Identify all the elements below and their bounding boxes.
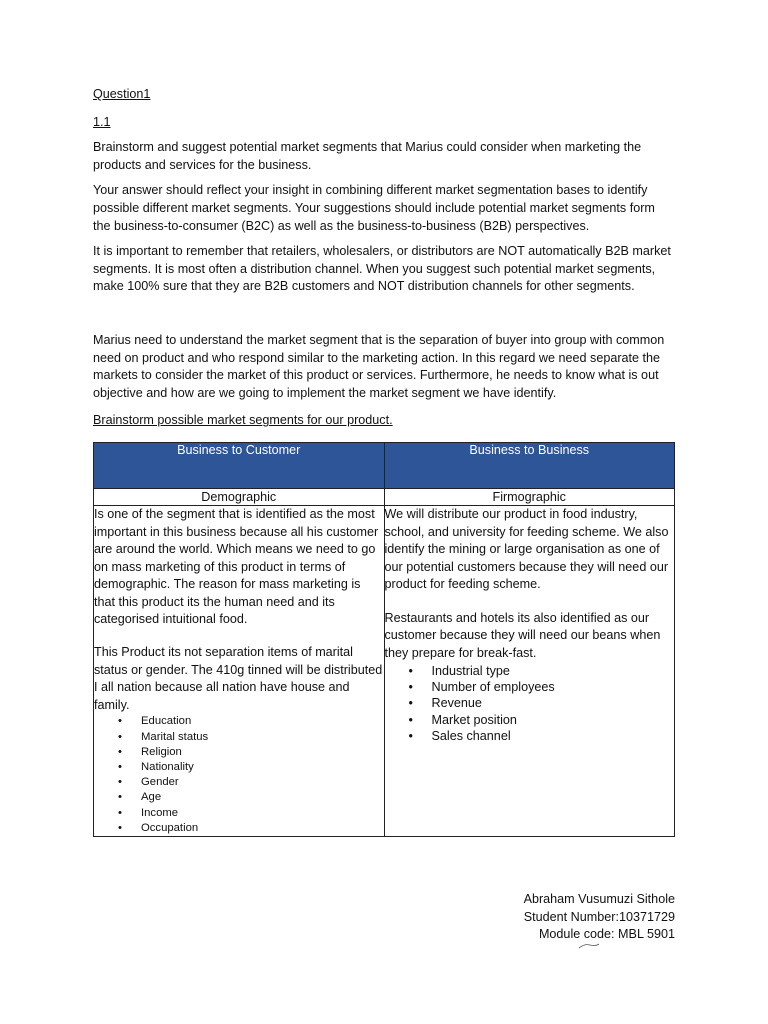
segments-table: [93, 442, 675, 837]
b2b-subheader: Firmographic: [384, 488, 675, 505]
b2c-bullet-list: [94, 714, 384, 836]
list-item: • Market position: [385, 712, 675, 728]
question-number: 1.1: [93, 114, 111, 129]
list-item: • Revenue: [385, 695, 675, 711]
author-name: Abraham Vusumuzi Sithole: [523, 892, 675, 906]
signature-block: [524, 891, 675, 944]
b2c-subheader: Demographic: [94, 488, 385, 505]
question-paragraph-3: It is important to remember that retailers, wholesalers, or distributors are NOT automatically B2B market segments. It is most often a distribution channel. When you suggest such potential market segments, make 100% sure that they are B2B customers and NOT distribution channels for other segments.: [93, 244, 671, 294]
list-item: • Industrial type: [385, 663, 675, 679]
module-code: Module code: MBL 5901: [538, 927, 675, 942]
list-item: • Sales channel: [385, 728, 675, 744]
b2c-header: Business to Customer: [94, 442, 385, 488]
student-number: Student Number:10371729: [523, 909, 675, 924]
list-item: • Gender: [94, 775, 384, 790]
answer-intro: Marius need to understand the market segment that is the separation of buyer into group with common need on product and who respond similar to the marketing action. In this regard we need separate the markets to consider the market of this product or services. Furthermore, he needs to know what is out objective and how are we going to implement the market segment we have identify.: [93, 332, 665, 400]
list-item: • Number of employees: [385, 679, 675, 695]
list-item: • Occupation: [94, 821, 384, 836]
question-title: Question1: [93, 87, 151, 101]
signature-mark: [578, 942, 600, 950]
b2b-bullet-list: [385, 663, 675, 745]
document-page: [93, 86, 675, 837]
list-item: • Religion: [94, 745, 384, 760]
list-item: • Education: [94, 714, 384, 729]
b2c-paragraph-1: Is one of the segment that is identified as the most important in this business because all his customer are around the world. Which means we need to go on mass marketing of this product in terms of demographic. The reason for mass marketing is that this product its the human need and its categorised intuitional food.: [94, 506, 379, 627]
brainstorm-heading: Brainstorm possible market segments for our product.: [93, 413, 393, 428]
b2c-cell: [94, 505, 385, 836]
b2b-header: Business to Business: [384, 442, 675, 488]
b2b-paragraph-1: We will distribute our product in food industry, school, and university for feeding scheme. We also identify the mining or large organisation as one of our potential customers because they will need our product for feeding scheme.: [384, 506, 669, 592]
b2c-paragraph-2: This Product its not separation items of marital status or gender. The 410g tinned will be distributed I all nation because all nation have house and family.: [94, 645, 383, 712]
b2b-cell: [384, 505, 675, 836]
b2b-paragraph-2: Restaurants and hotels its also identified as our customer because they will need our beans when they prepare for break-fast.: [384, 610, 661, 661]
list-item: • Marital status: [94, 730, 384, 745]
list-item: • Nationality: [94, 760, 384, 775]
question-paragraph-1: Brainstorm and suggest potential market segments that Marius could consider when marketing the products and services for the business.: [93, 140, 642, 172]
list-item: • Age: [94, 790, 384, 805]
question-paragraph-2: Your answer should reflect your insight in combining different market segmentation bases to identify possible different market segments. Your suggestions should include potential market segments form the business-to-consumer (B2C) as well as the business-to-business (B2B) perspectives.: [93, 183, 655, 233]
list-item: • Income: [94, 806, 384, 821]
